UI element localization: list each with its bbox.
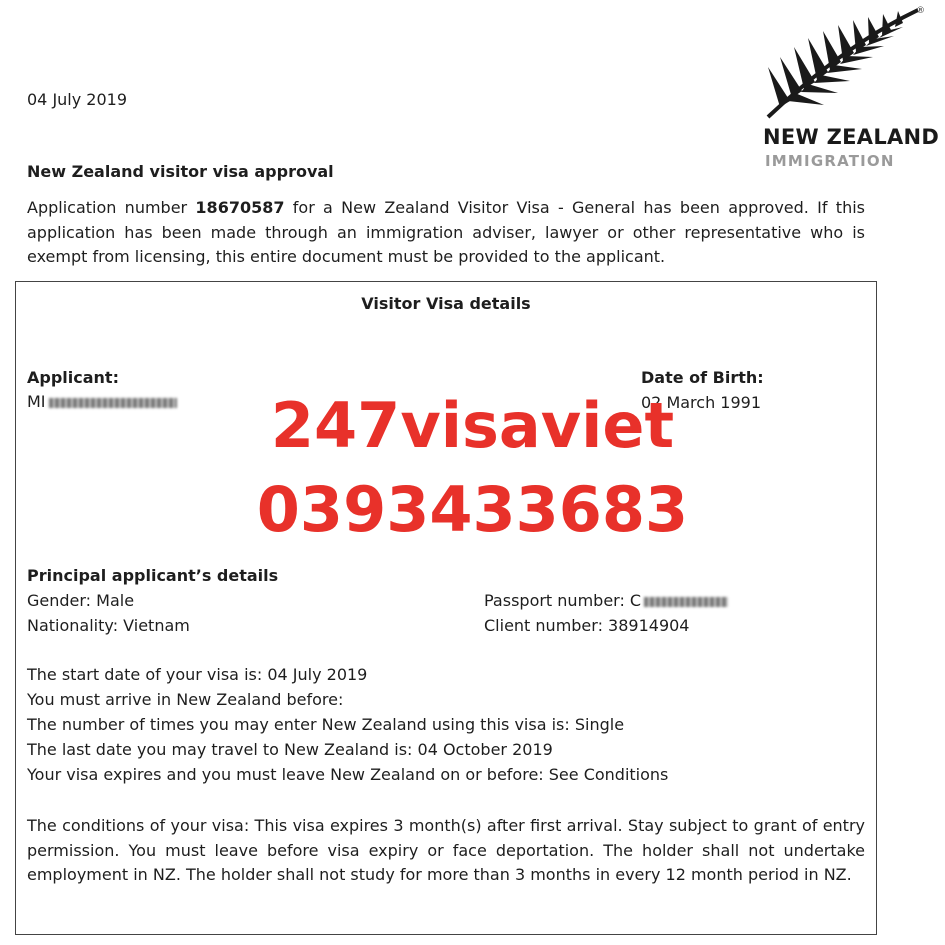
watermark-brand: 247visaviet xyxy=(270,389,675,462)
expiry-line: Your visa expires and you must leave New Zealand on or before: See Conditions xyxy=(27,765,669,784)
entries-line: The number of times you may enter New Zealand using this visa is: Single xyxy=(27,715,625,734)
nationality-field: Nationality: Vietnam xyxy=(27,616,190,635)
intro-paragraph xyxy=(27,196,865,270)
client-field: Client number: 38914904 xyxy=(484,616,690,635)
application-number: 18670587 xyxy=(195,198,285,217)
passport-label: Passport number: C xyxy=(484,591,642,610)
applicant-name-text: MI xyxy=(27,392,46,411)
watermark-phone: 0393433683 xyxy=(256,473,689,546)
logo-subtitle: IMMIGRATION xyxy=(765,152,895,170)
intro-text-after: for a New Zealand Visitor Visa - General has been approved. If this application has been made through an immigration adviser, lawyer or other representative who is exempt from licensing, this entire document must be provided to the applicant. xyxy=(27,198,866,266)
letter-subject: New Zealand visitor visa approval xyxy=(27,162,334,181)
dob-label: Date of Birth: xyxy=(641,368,764,387)
intro-text-before: Application number xyxy=(27,198,196,217)
conditions-paragraph: The conditions of your visa: This visa expires 3 month(s) after first arrival. Stay subject to grant of entry permission. You must leave before visa expiry or face deportation. The holder shall not undertake employment in NZ. The holder shall not study for more than 3 months in every 12 month period in NZ. xyxy=(27,816,865,884)
principal-label: Principal applicant’s details xyxy=(27,566,279,585)
logo-name: NEW ZEALAND xyxy=(763,125,940,149)
last-travel-line: The last date you may travel to New Zealand is: 04 October 2019 xyxy=(27,740,553,759)
registered-mark: ® xyxy=(916,6,925,16)
start-date-line: The start date of your visa is: 04 July 2019 xyxy=(27,665,368,684)
letter-date: 04 July 2019 xyxy=(27,90,128,109)
dob-value: 02 March 1991 xyxy=(641,393,762,412)
details-title: Visitor Visa details xyxy=(361,294,531,313)
silver-fern-icon xyxy=(760,5,930,175)
redacted-passport xyxy=(644,597,728,607)
gender-field: Gender: Male xyxy=(27,591,135,610)
passport-field xyxy=(484,589,728,613)
arrive-before-line: You must arrive in New Zealand before: xyxy=(27,690,344,709)
applicant-label: Applicant: xyxy=(27,368,119,387)
